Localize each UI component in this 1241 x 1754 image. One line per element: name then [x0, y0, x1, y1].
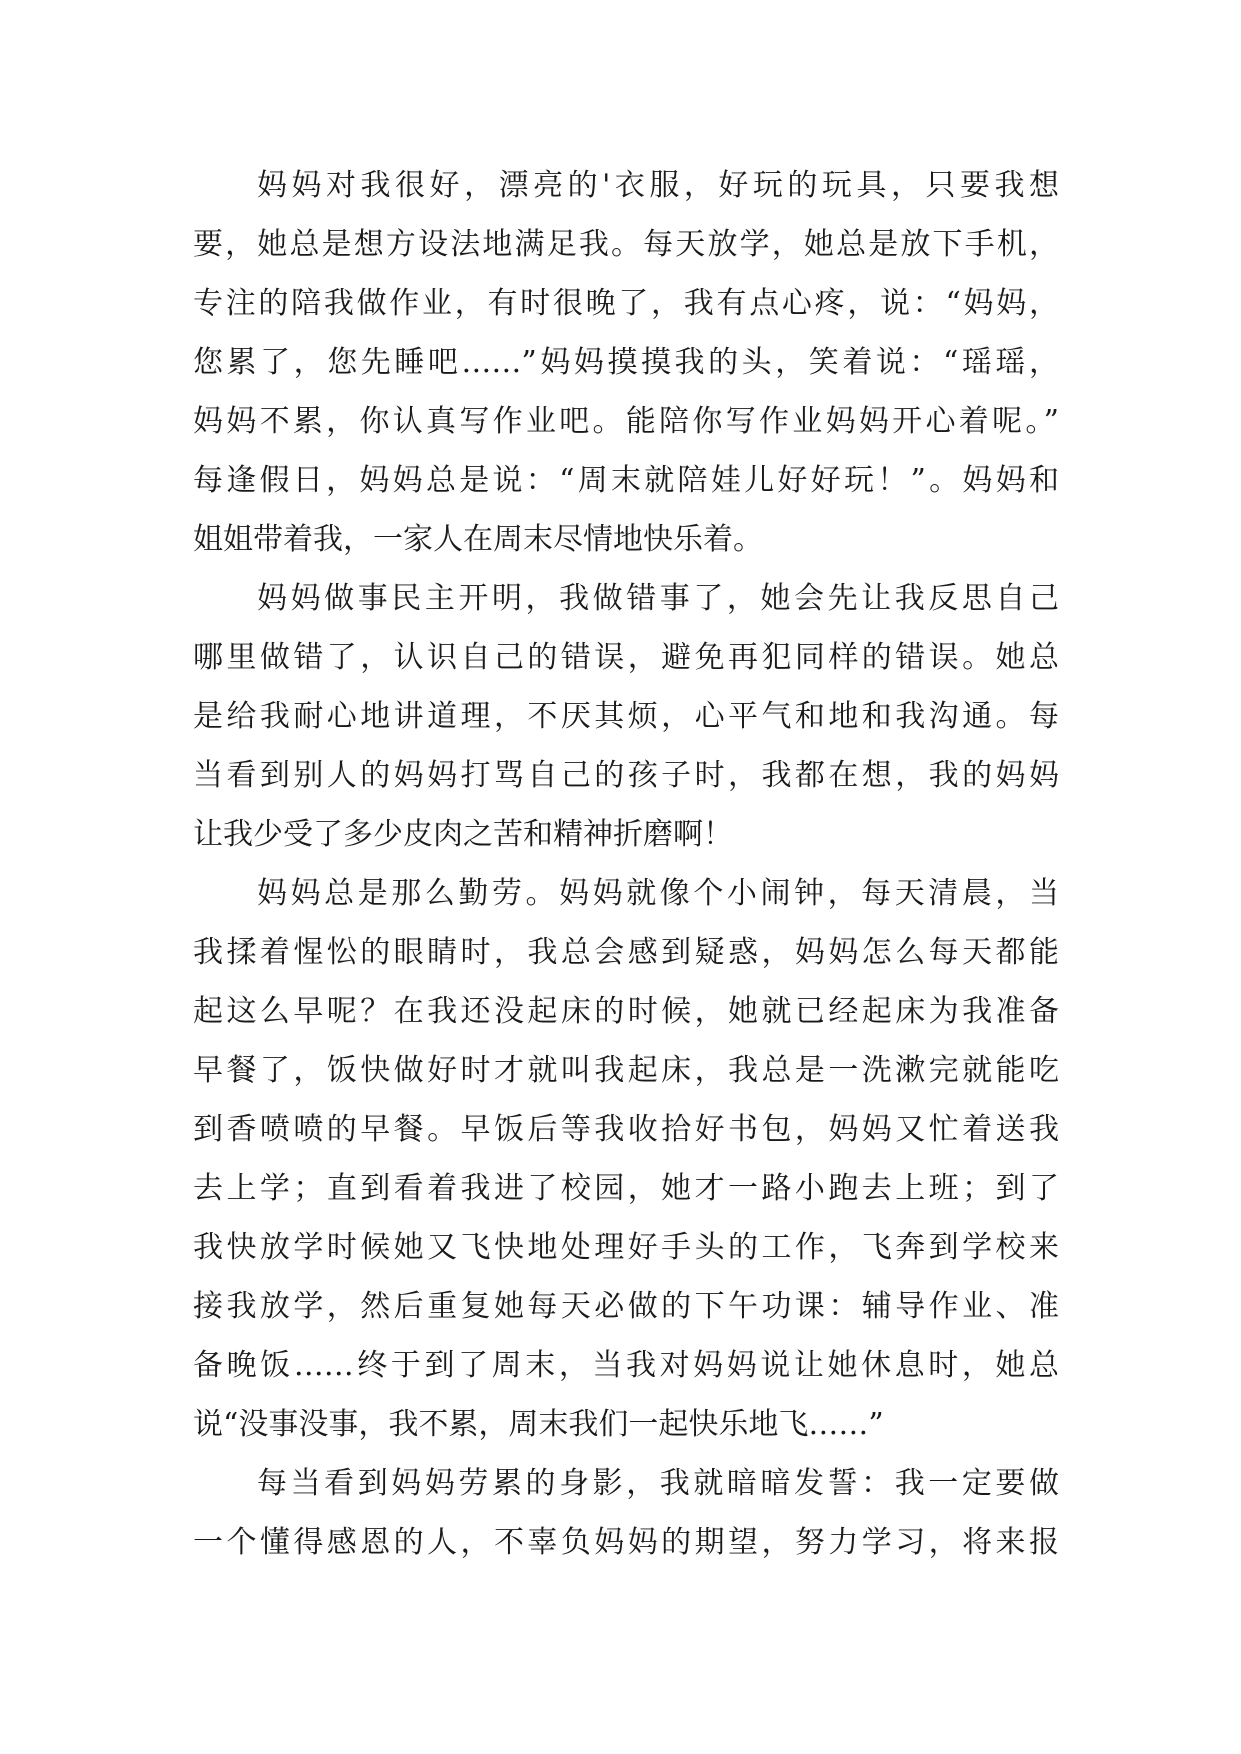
paragraph-4-line-2: 一个懂得感恩的人，不辜负妈妈的期望，努力学习，将来报	[193, 1525, 1059, 1560]
body-text	[193, 156, 1059, 1572]
paragraph-1-line-1: 妈妈对我很好，漂亮的'衣服，好玩的玩具，只要我想	[257, 168, 1059, 203]
paragraph-2-line-5: 让我少受了多少皮肉之苦和精神折磨啊！	[193, 817, 733, 852]
paragraph-3-line-5: 到香喷喷的早餐。早饭后等我收拾好书包，妈妈又忙着送我	[193, 1112, 1059, 1147]
paragraph-2-line-1: 妈妈做事民主开明，我做错事了，她会先让我反思自己	[257, 581, 1059, 616]
paragraph-1-line-5: 妈妈不累，你认真写作业吧。能陪你写作业妈妈开心着呢。”	[193, 404, 1059, 439]
paragraph-3-line-7: 我快放学时候她又飞快地处理好手头的工作，飞奔到学校来	[193, 1230, 1059, 1265]
paragraph-3-line-1: 妈妈总是那么勤劳。妈妈就像个小闹钟，每天清晨，当	[257, 876, 1059, 911]
paragraph-3-line-6: 去上学；直到看着我进了校园，她才一路小跑去上班；到了	[193, 1171, 1059, 1206]
paragraph-3-line-2: 我揉着惺忪的眼睛时，我总会感到疑惑，妈妈怎么每天都能	[193, 935, 1059, 970]
paragraph-1-line-7: 姐姐带着我，一家人在周末尽情地快乐着。	[193, 522, 763, 557]
paragraph-1-line-3: 专注的陪我做作业，有时很晚了，我有点心疼，说：“妈妈，	[193, 286, 1059, 321]
paragraph-4-line-1: 每当看到妈妈劳累的身影，我就暗暗发誓：我一定要做	[257, 1466, 1059, 1501]
paragraph-2-line-4: 当看到别人的妈妈打骂自己的孩子时，我都在想，我的妈妈	[193, 758, 1059, 793]
paragraph-3-line-9: 备晚饭……终于到了周末，当我对妈妈说让她休息时，她总	[193, 1348, 1059, 1383]
paragraph-1-line-2: 要，她总是想方设法地满足我。每天放学，她总是放下手机，	[193, 227, 1059, 262]
paragraph-3-line-10: 说“没事没事，我不累，周末我们一起快乐地飞……”	[193, 1407, 884, 1442]
paragraph-2-line-3: 是给我耐心地讲道理，不厌其烦，心平气和地和我沟通。每	[193, 699, 1059, 734]
paragraph-1-line-4: 您累了，您先睡吧……”妈妈摸摸我的头，笑着说：“瑶瑶，	[193, 345, 1059, 380]
paragraph-3-line-3: 起这么早呢？在我还没起床的时候，她就已经起床为我准备	[193, 994, 1059, 1029]
paragraph-1-line-6: 每逢假日，妈妈总是说：“周末就陪娃儿好好玩！”。妈妈和	[193, 463, 1059, 498]
paragraph-3-line-8: 接我放学，然后重复她每天必做的下午功课：辅导作业、准	[193, 1289, 1059, 1324]
paragraph-3-line-4: 早餐了，饭快做好时才就叫我起床，我总是一洗漱完就能吃	[193, 1053, 1059, 1088]
paragraph-2-line-2: 哪里做错了，认识自己的错误，避免再犯同样的错误。她总	[193, 640, 1059, 675]
